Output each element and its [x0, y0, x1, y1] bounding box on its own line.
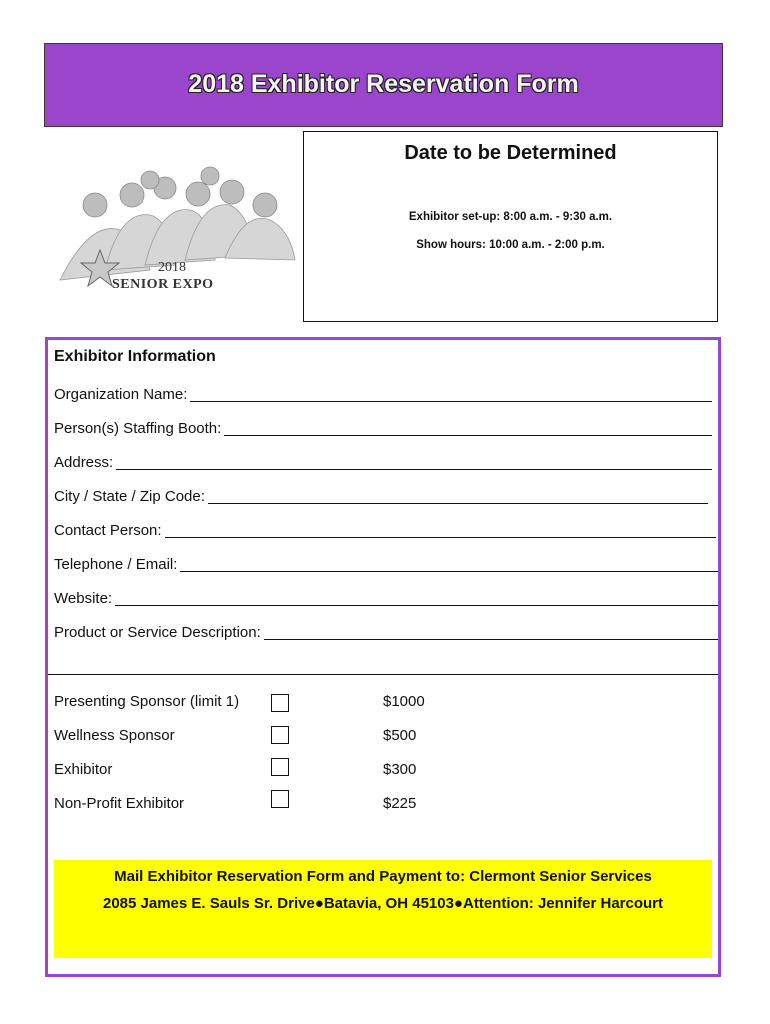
- presenting-sponsor-checkbox[interactable]: [271, 694, 289, 712]
- address-field[interactable]: [54, 453, 712, 473]
- wellness-sponsor-checkbox[interactable]: [271, 726, 289, 744]
- price-nonprofit: $225: [383, 795, 417, 812]
- show-hours: Show hours: 10:00 a.m. - 2:00 p.m.: [416, 239, 605, 251]
- section-divider: [48, 674, 718, 675]
- contact-person-field[interactable]: [54, 521, 716, 541]
- mail-line-1: Mail Exhibitor Reservation Form and Payment to: Clermont Senior Services: [114, 868, 652, 885]
- price-presenting: $1000: [383, 693, 425, 710]
- field-label: City / State / Zip Code:: [54, 488, 205, 505]
- exhibitor-checkbox[interactable]: [271, 758, 289, 776]
- field-label: Address:: [54, 454, 114, 471]
- nonprofit-exhibitor-checkbox[interactable]: [271, 790, 289, 808]
- event-date-box: [303, 131, 718, 322]
- fill-line[interactable]: [115, 605, 718, 606]
- field-label: Product or Service Description:: [54, 624, 261, 641]
- section-title: Exhibitor Information: [54, 348, 216, 365]
- mailing-instructions: [54, 860, 712, 958]
- fill-line[interactable]: [180, 571, 718, 572]
- price-exhibitor: $300: [383, 761, 417, 778]
- option-label-nonprofit: Non-Profit Exhibitor: [54, 795, 185, 812]
- logo-year: 2018: [158, 260, 186, 275]
- form-title: 2018 Exhibitor Reservation Form: [188, 70, 579, 98]
- option-label-presenting: Presenting Sponsor (limit 1): [54, 693, 240, 710]
- setup-time: Exhibitor set-up: 8:00 a.m. - 9:30 a.m.: [408, 211, 613, 223]
- city-state-zip-field[interactable]: [54, 487, 708, 507]
- fill-line[interactable]: [224, 435, 712, 436]
- field-label: Telephone / Email:: [54, 556, 178, 573]
- fill-line[interactable]: [208, 503, 708, 504]
- website-field[interactable]: [54, 589, 718, 609]
- field-label: Person(s) Staffing Booth:: [54, 420, 222, 437]
- date-title: Date to be Determined: [404, 142, 617, 164]
- option-label-exhibitor: Exhibitor: [54, 761, 113, 778]
- exhibitor-information-section: [45, 337, 721, 977]
- field-label: Website:: [54, 590, 113, 607]
- fill-line[interactable]: [190, 401, 712, 402]
- fill-line[interactable]: [116, 469, 712, 470]
- price-wellness: $500: [383, 727, 417, 744]
- mail-line-2: 2085 James E. Sauls Sr. Drive●Batavia, OH 45103●Attention: Jennifer Harcourt: [102, 895, 664, 912]
- option-label-wellness: Wellness Sponsor: [54, 727, 175, 744]
- field-label: Organization Name:: [54, 386, 188, 403]
- organization-name-field[interactable]: [54, 385, 712, 405]
- fill-line[interactable]: [264, 639, 718, 640]
- fill-line[interactable]: [165, 537, 716, 538]
- telephone-email-field[interactable]: [54, 555, 718, 575]
- staffing-booth-field[interactable]: [54, 419, 712, 439]
- field-label: Contact Person:: [54, 522, 162, 539]
- senior-expo-logo: [50, 160, 300, 310]
- logo-name: SENIOR EXPO: [112, 277, 214, 292]
- title-banner: [44, 43, 723, 127]
- product-description-field[interactable]: [54, 623, 718, 643]
